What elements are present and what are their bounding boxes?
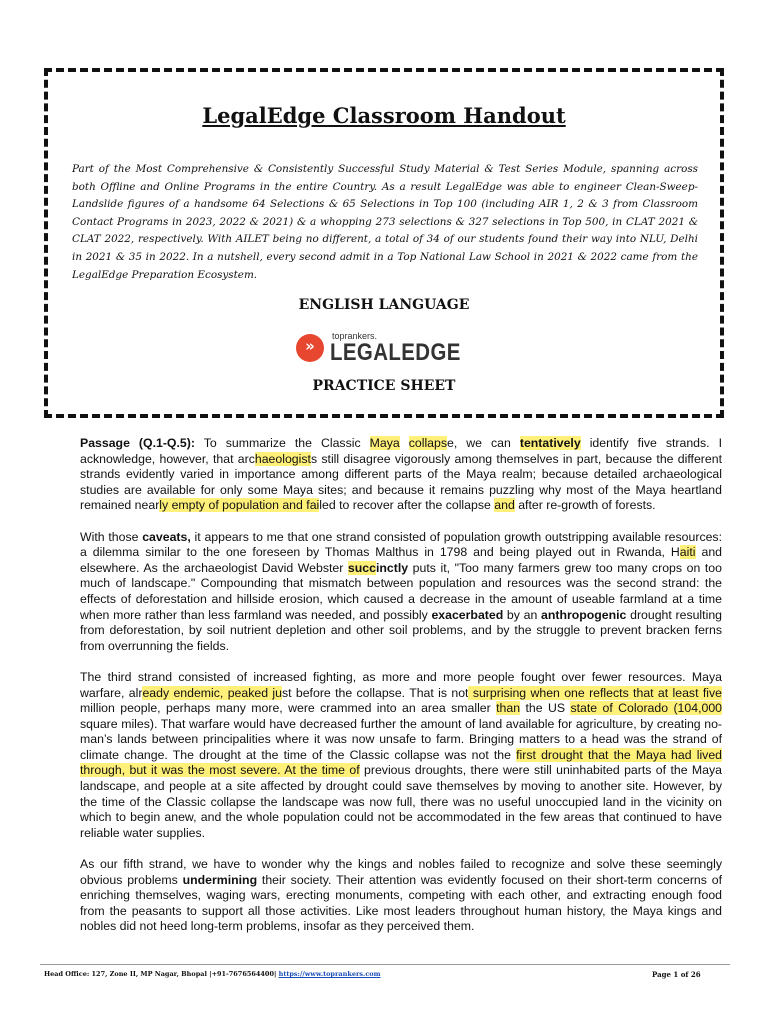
footer-contact: Head Office: 127, Zone II, MP Nagar, Bhopal |+91-7676564400| — [44, 970, 279, 978]
text: by an — [503, 607, 541, 622]
intro-paragraph: Part of the Most Comprehensive & Consistently Successful Study Material & Test Series Module, spanning across both Offline and Online Programs in the entire Country. As a result LegalEdge was able to engineer Clean-Sweep-Landslide figures of a handsome 64 Selections & 65 Selections in Top 100 (including AIR 1, 2 & 3 from Classroom Contact Programs in 2023, 2022 & 2021) & a whopping 273 selections & 327 selections in Top 500, in CLAT 2021 & CLAT 2022, respectively. With AILET being no different, a total of 34 of our students found their way into NLU, Delhi in 2021 & 35 in 2022. In a nutshell, every second admit in a Top National Law School in 2021 & 2022 came from the LegalEdge Preparation Ecosystem. — [72, 163, 698, 281]
highlight-bold: tentatively — [519, 436, 581, 450]
text: the US — [520, 701, 571, 716]
text: it appears to me that one strand consisted of population growth outstripping available resources: a dilemma similar to the one foreseen by Thomas Malthus in 1798 and being played out in Rwanda, H — [80, 529, 722, 560]
highlight: ly empty of population and fai — [159, 498, 320, 513]
text: e, we can — [447, 436, 520, 450]
logo-wordmark: LEGALEDGE — [330, 339, 461, 366]
bold-term: caveats, — [142, 529, 191, 544]
text: their society. Their attention was evidently focused on their short-term concerns of enriching themselves, waging wars, erecting monuments, competing with each other, and extracting enough food from the peasants to support all those activities. Like most leaders throughout human history, the Maya kings and nobles did not heed long-term problems, insofar as they perceived them. — [80, 872, 722, 934]
page-title: LegalEdge Classroom Handout — [202, 103, 566, 128]
bold-term: inctly — [375, 560, 409, 575]
text: identify five strands. I acknowledge, however, that arc — [80, 436, 722, 466]
text: To summarize the Classic — [194, 436, 370, 450]
highlight: and — [494, 498, 515, 513]
text: drought resulting from deforestation, by soil nutrient depletion and other soil problems, and by the struggle to prevent bracken ferns from overrunning the fields. — [80, 607, 722, 653]
text: previous droughts, there were still uninhabited parts of the Maya landscape, and people at a site affected by drought could save themselves by moving to another site. However, by the time of the Classic collapse the landscape was now full, there was no useful unoccupied land in the vicinity on which to begin anew, and the whole population could not be accommodated in the few areas that continued to have reliable water supplies. — [80, 763, 722, 840]
paragraph-4 — [80, 857, 722, 935]
footer-divider — [40, 964, 730, 965]
text: and elsewhere. As the archaeologist David Webster — [80, 545, 723, 575]
chevron-up-icon: » — [296, 334, 324, 362]
highlight: aiti — [679, 545, 696, 560]
text: st before the collapse. That is not — [281, 685, 469, 700]
bold-term: exacerbated — [431, 607, 504, 622]
highlight: eady endemic, peaked ju — [142, 685, 282, 700]
website-link[interactable]: https://www.toprankers.com — [278, 970, 381, 978]
text: puts it, "Too many farmers grew too many crops on too much of landscape." Compounding that mismatch between population and resources was the second strand: the effects of deforestation and hillside erosion, which caused a decrease in the amount of useable farmland at a time when more rather than less farmland was needed, and possibly — [80, 560, 722, 622]
text — [400, 436, 409, 450]
text: led to recover after the collapse — [319, 498, 495, 513]
text: With those — [80, 529, 143, 544]
text: square miles). That warfare would have decreased further the amount of land available for agriculture, by creating no-man’s lands between principalities where it was now unsafe to farm. Bringing matters to a head was the strand of climate change. The drought at the time of the Classic collapse was not the — [80, 716, 722, 762]
text: million people, perhaps many more, were crammed into an area smaller — [80, 701, 497, 716]
paragraph-3 — [80, 670, 722, 842]
footer-address — [44, 970, 381, 978]
paragraph-1 — [80, 436, 722, 514]
highlight: haeologist — [254, 451, 311, 466]
text: after re-growth of forests. — [514, 498, 656, 513]
passage-label: Passage (Q.1-Q.5): — [80, 436, 195, 450]
paragraph-2 — [80, 530, 722, 655]
text: s still disagree vigorously among themselves in part, because the different strands evidently varied in importance among different parts of the Maya realm; because detailed archaeological studies are available for only some Maya sites; and because it remains puzzling why most of the Maya heartland remained near — [80, 451, 722, 513]
page-number: Page 1 of 26 — [652, 970, 701, 979]
highlight-bold: succ — [347, 560, 376, 575]
practice-sheet-heading: PRACTICE SHEET — [312, 378, 456, 394]
text: The third strand consisted of increased fighting, as more and more people fought over fewer resources. Maya warfare, alr — [80, 669, 722, 700]
passage-body — [80, 436, 722, 951]
bold-term: undermining — [182, 872, 258, 887]
highlight: than — [496, 701, 521, 716]
bold-term: anthropogenic — [541, 607, 627, 622]
section-heading: ENGLISH LANGUAGE — [298, 297, 470, 313]
highlight: state of Colorado (104,000 — [570, 701, 723, 716]
text: As our fifth strand, we have to wonder why the kings and nobles failed to recognize and solve these seemingly obvious problems — [80, 857, 722, 887]
highlight: Maya — [369, 436, 400, 450]
legaledge-logo — [296, 330, 476, 370]
logo-tagline: toprankers. — [332, 331, 378, 341]
highlight: surprising when one reflects that at least five — [468, 685, 722, 700]
highlight: collaps — [408, 436, 448, 450]
highlight: first drought that the Maya had lived through, but it was the most severe. At the time of — [80, 747, 723, 778]
